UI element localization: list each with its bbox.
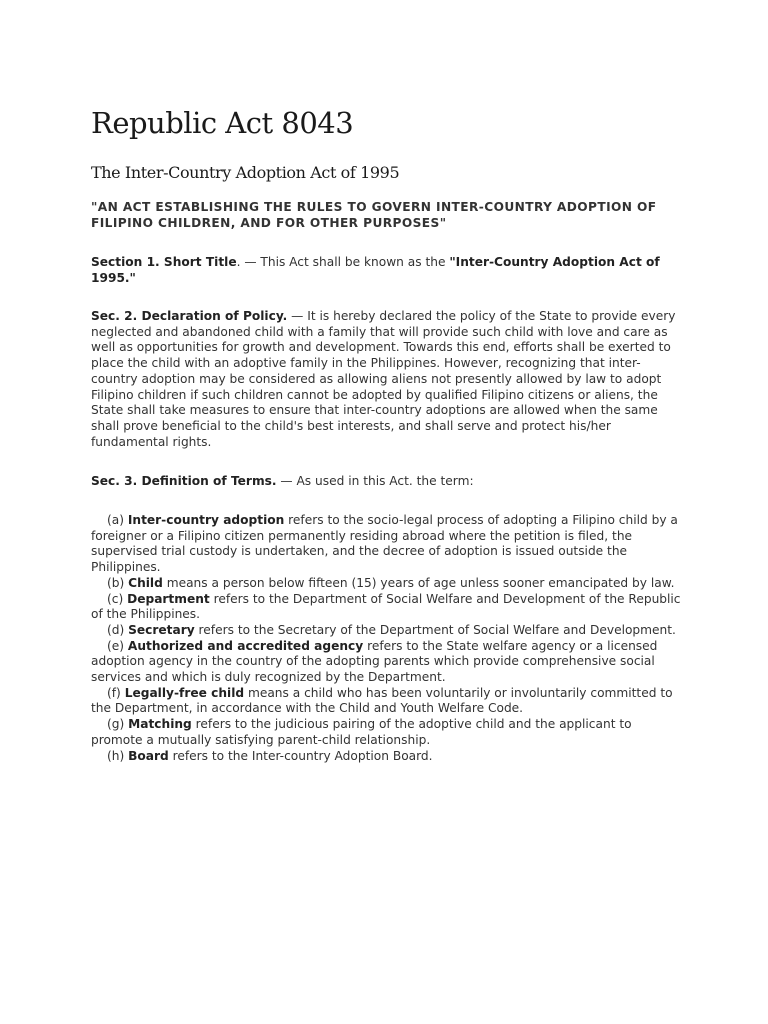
definition-prefix: (c) (107, 591, 128, 606)
long-title: "AN ACT ESTABLISHING THE RULES TO GOVERN INTER-COUNTRY ADOPTION OF FILIPINO CHILDREN, AND FOR OTHER PURPOSES" (91, 200, 657, 230)
definition-prefix: (b) (107, 575, 129, 590)
definition-text: refers to the Inter-country Adoption Board. (168, 748, 433, 763)
section-3-text: — As used in this Act. the term: (276, 474, 474, 488)
definition-text: refers to the socio-legal process of adopting a Filipino child by a foreigner or a Filipino citizen permanently residing abroad where the petition is filed, the supervised trial custody is undertaken, and the decree of adoption is issued outside the Philippines. (91, 513, 678, 575)
definition-term: Matching (128, 717, 192, 732)
definition-text: refers to the Secretary of the Department of Social Welfare and Development. (194, 622, 676, 637)
definition-text: refers to the Department of Social Welfare and Development of the Republic of the Philippines. (91, 591, 681, 622)
definition-text: means a child who has been voluntarily or involuntarily committed to the Department, in accordance with the Child and Youth Welfare Code. (91, 685, 673, 716)
definition-prefix: (g) (107, 717, 129, 732)
definition-term: Child (128, 575, 163, 590)
document-title: Republic Act 8043 (91, 106, 354, 140)
section-1 (91, 255, 681, 286)
definition-term: Legally-free child (124, 685, 245, 700)
definition-item (91, 639, 681, 686)
section-2-label: Sec. 2. Declaration of Policy. (91, 309, 288, 323)
section-1-text: . — This Act shall be known as the (236, 255, 450, 269)
section-3-label: Sec. 3. Definition of Terms. (91, 474, 277, 488)
definition-item (91, 749, 681, 765)
definition-prefix: (d) (107, 622, 129, 637)
definition-prefix: (a) (107, 513, 128, 527)
section-2 (91, 309, 681, 450)
definition-term: Inter-country adoption (127, 513, 285, 527)
section-3 (91, 474, 681, 490)
definition-text: refers to the State welfare agency or a licensed adoption agency in the country of the adopting parents which provide comprehensive social services and which is duly recognized by the Department. (91, 638, 658, 685)
definition-term: Authorized and accredited agency (127, 638, 364, 653)
section-1-label: Section 1. Short Title (91, 255, 237, 269)
definition-item (91, 513, 681, 576)
definition-item (91, 623, 681, 639)
definitions-list (91, 513, 681, 764)
definition-item (91, 592, 681, 623)
section-2-text: — It is hereby declared the policy of the State to provide every neglected and abandoned child with a family that will provide such child with love and care as well as opportunities for growth and development. Towards this end, efforts shall be exerted to place the child with an adoptive family in the Philippines. However, recognizing that inter-country adoption may be considered as allowing aliens not presently allowed by law to adopt Filipino children if such children cannot be adopted by qualified Filipino citizens or aliens, the State shall take measures to ensure that inter-country adoptions are allowed when the same shall prove beneficial to the child's best interests, and shall serve and protect his/her fundamental rights. (91, 309, 676, 449)
definition-text: means a person below fifteen (15) years of age unless sooner emancipated by law. (162, 575, 675, 590)
document-subtitle: The Inter-Country Adoption Act of 1995 (91, 163, 400, 182)
definition-item (91, 576, 681, 592)
definition-term: Secretary (128, 622, 195, 637)
definition-item (91, 686, 681, 717)
definition-prefix: (f) (107, 685, 125, 700)
definition-item (91, 717, 681, 748)
definition-term: Board (128, 748, 169, 763)
definition-term: Department (127, 591, 210, 606)
definition-prefix: (h) (107, 748, 129, 763)
definition-prefix: (e) (107, 638, 128, 653)
section-1-quoted-title: "Inter-Country Adoption Act of 1995." (91, 255, 660, 285)
definition-text: refers to the judicious pairing of the adoptive child and the applicant to promote a mutually satisfying parent-child relationship. (91, 717, 632, 747)
